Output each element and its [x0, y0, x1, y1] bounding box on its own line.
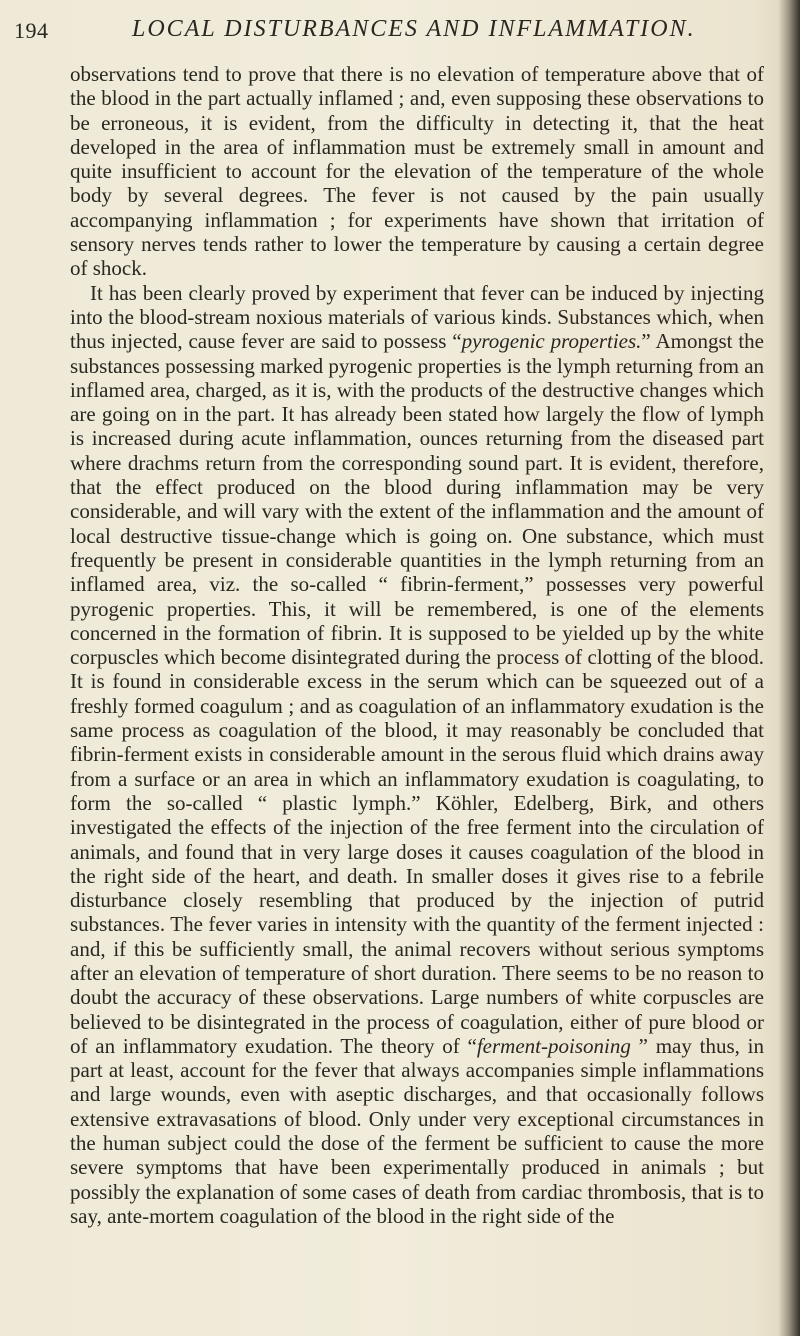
paragraph-text: ” may thus, in part at least, account for the fever that always accompanies simple inflammations and large wounds, even with aseptic discharges, and that occasionally follows extensive extravasations of blood. Only under very exceptional circumstances in the human subject could the dose of the ferment be sufficient to cause the more severe symptoms that have been experimentally produced in animals ; but possibly the explanation of some cases of death from cardiac thrombosis, that is to say, ante-mortem coagulation of the blood in the right side of the: [70, 1033, 764, 1228]
paragraph-text: observations tend to prove that there is no elevation of temperature above that of the blood in the part actually inflamed ; and, even supposing these observations to be erroneous, it is evident, from the difficulty in detecting it, that the heat developed in the area of inflammation must be extremely small in amount and quite insufficient to account for the elevation of the temperature of the whole body by several degrees. The fever is not caused by the pain usually accompanying inflammation ; for experiments have shown that irritation of sensory nerves tends rather to lower the temperature by causing a certain degree of shock.: [70, 62, 764, 281]
paragraph: [70, 281, 764, 1229]
italic-term: pyrogenic properties.: [461, 329, 642, 354]
running-title: LOCAL DISTURBANCES AND INFLAMMATION.: [132, 16, 696, 42]
page-number: 194: [14, 18, 49, 43]
binding-edge-shadow: [778, 0, 800, 1336]
paragraph-text: ” Amongst the substances possessing marked pyrogenic properties is the lymph returning from an inflamed area, charged, as it is, with the products of the destructive changes which are going on in the part. It has already been stated how largely the flow of lymph is increased during acute inflammation, ounces returning from the diseased part where drachms return from the corresponding sound part. It is evident, therefore, that the effect produced on the blood during inflammation may be very considerable, and will vary with the extent of the inflammation and the amount of local destructive tissue-change which is going on. One substance, which must frequently be present in considerable quantities in the lymph returning from an inflamed area, viz. the so-called “ fibrin-ferment,” possesses very powerful pyrogenic properties. This, it will be remembered, is one of the elements concerned in the formation of fibrin. It is supposed to be yielded up by the white corpuscles which become disintegrated during the process of clotting of the blood. It is found in considerable excess in the serum which can be squeezed out of a freshly formed coagulum ; and as coagulation of an inflammatory exudation is the same process as coagulation of the blood, it may reasonably be concluded that fibrin-ferment exists in considerable amount in the serous fluid which drains away from a surface or an area in which an inflammatory exudation is coagulating, to form the so-called “ plastic lymph.” Köhler, Edelberg, Birk, and others investigated the effects of the injection of the free ferment into the circulation of animals, and found that in very large doses it causes coagulation of the blood in the right side of the heart, and death. In smaller doses it gives rise to a febrile disturbance closely resembling that produced by the injection of putrid substances. The fever varies in intensity with the quantity of the ferment injected : and, if this be sufficiently small, the animal recovers without serious symptoms after an elevation of temperature of short duration. There seems to be no reason to doubt the accuracy of these observations. Large numbers of white corpuscles are believed to be disintegrated in the process of coagulation, either of pure blood or of an inflammatory exudation. The theory of “: [70, 329, 765, 1058]
body-text: [70, 62, 764, 1228]
page-header: [14, 14, 784, 54]
paragraph: [70, 62, 764, 281]
paragraph-text: It has been clearly proved by experiment that fever can be induced by injecting into the blood-stream noxious materials of various kinds. Substances which, when thus injected, cause fever are said to possess “: [70, 280, 764, 354]
italic-term: ferment-poisoning: [476, 1033, 631, 1058]
